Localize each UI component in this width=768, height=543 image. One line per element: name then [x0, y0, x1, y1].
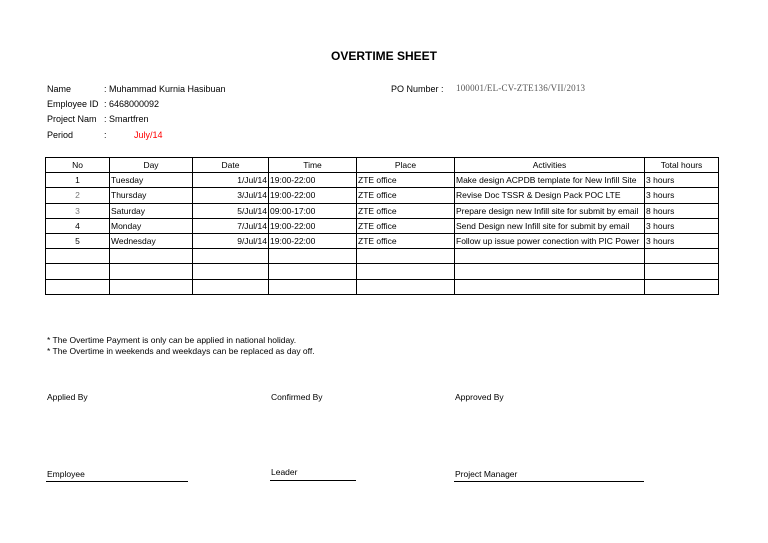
cell-no: 1: [46, 173, 110, 188]
cell-time: 19:00-22:00: [269, 173, 357, 188]
period-value: July/14: [134, 130, 163, 140]
table-row: [46, 218, 719, 233]
cell-place: ZTE office: [357, 188, 455, 203]
cell-place: ZTE office: [357, 203, 455, 218]
table-header-row: [46, 158, 719, 173]
cell-activities: Revise Doc TSSR & Design Pack POC LTE: [455, 188, 645, 203]
leader-signature-label: Leader: [271, 467, 298, 477]
cell-day: Saturday: [110, 203, 193, 218]
employee-id-value: : 6468000092: [104, 99, 160, 109]
table-row-empty: [46, 249, 719, 264]
cell-place: ZTE office: [357, 173, 455, 188]
applied-by-label: Applied By: [47, 392, 88, 402]
cell-no: 5: [46, 233, 110, 248]
column-header-no: No: [46, 158, 110, 173]
table-row: [46, 233, 719, 248]
cell-no: 3: [46, 203, 110, 218]
cell-no: 4: [46, 218, 110, 233]
column-header-date: Date: [193, 158, 269, 173]
cell-date: 5/Jul/14: [193, 203, 269, 218]
overtime-table: [45, 157, 719, 295]
cell-time: 19:00-22:00: [269, 233, 357, 248]
cell-time: 19:00-22:00: [269, 188, 357, 203]
confirmed-by-label: Confirmed By: [271, 392, 323, 402]
project-label: Project Nam: [47, 114, 97, 124]
project-value: : Smartfren: [104, 114, 149, 124]
name-value: : Muhammad Kurnia Hasibuan: [104, 84, 226, 94]
cell-activities: Prepare design new Infill site for submit by email: [455, 203, 645, 218]
cell-date: 3/Jul/14: [193, 188, 269, 203]
cell-date: 1/Jul/14: [193, 173, 269, 188]
cell-day: Wednesday: [110, 233, 193, 248]
cell-activities: Send Design new Infill site for submit by email: [455, 218, 645, 233]
period-colon: :: [104, 130, 107, 140]
table-row: [46, 203, 719, 218]
column-header-place: Place: [357, 158, 455, 173]
cell-no: 2: [46, 188, 110, 203]
employee-signature-label: Employee: [47, 469, 85, 479]
employee-signature-line: [46, 481, 188, 482]
project-manager-signature-label: Project Manager: [455, 469, 518, 479]
cell-time: 19:00-22:00: [269, 218, 357, 233]
cell-activities: Make design ACPDB template for New Infill Site: [455, 173, 645, 188]
table-row-empty: [46, 264, 719, 279]
name-label: Name: [47, 84, 72, 94]
note-payment: * The Overtime Payment is only can be applied in national holiday.: [47, 335, 297, 345]
employee-id-label: Employee ID: [47, 99, 99, 109]
column-header-time: Time: [269, 158, 357, 173]
cell-total-hours: 3 hours: [645, 173, 719, 188]
cell-total-hours: 3 hours: [645, 188, 719, 203]
leader-signature-line: [270, 480, 356, 481]
column-header-day: Day: [110, 158, 193, 173]
table-row-empty: [46, 279, 719, 294]
document-title: OVERTIME SHEET: [330, 49, 437, 63]
column-header-activities: Activities: [455, 158, 645, 173]
column-header-total-hours: Total hours: [645, 158, 719, 173]
cell-date: 9/Jul/14: [193, 233, 269, 248]
period-label: Period: [47, 130, 74, 140]
po-number-label: PO Number :: [391, 84, 444, 94]
cell-total-hours: 3 hours: [645, 233, 719, 248]
cell-date: 7/Jul/14: [193, 218, 269, 233]
cell-activities: Follow up issue power conection with PIC Power: [455, 233, 645, 248]
cell-total-hours: 3 hours: [645, 218, 719, 233]
cell-day: Monday: [110, 218, 193, 233]
cell-place: ZTE office: [357, 233, 455, 248]
po-number-value: 100001/EL-CV-ZTE136/VII/2013: [456, 83, 586, 93]
table-row: [46, 173, 719, 188]
approved-by-label: Approved By: [455, 392, 504, 402]
cell-day: Tuesday: [110, 173, 193, 188]
note-day-off: * The Overtime in weekends and weekdays can be replaced as day off.: [47, 346, 315, 356]
cell-total-hours: 8 hours: [645, 203, 719, 218]
cell-place: ZTE office: [357, 218, 455, 233]
cell-time: 09:00-17:00: [269, 203, 357, 218]
project-manager-signature-line: [454, 481, 644, 482]
table-row: [46, 188, 719, 203]
cell-day: Thursday: [110, 188, 193, 203]
